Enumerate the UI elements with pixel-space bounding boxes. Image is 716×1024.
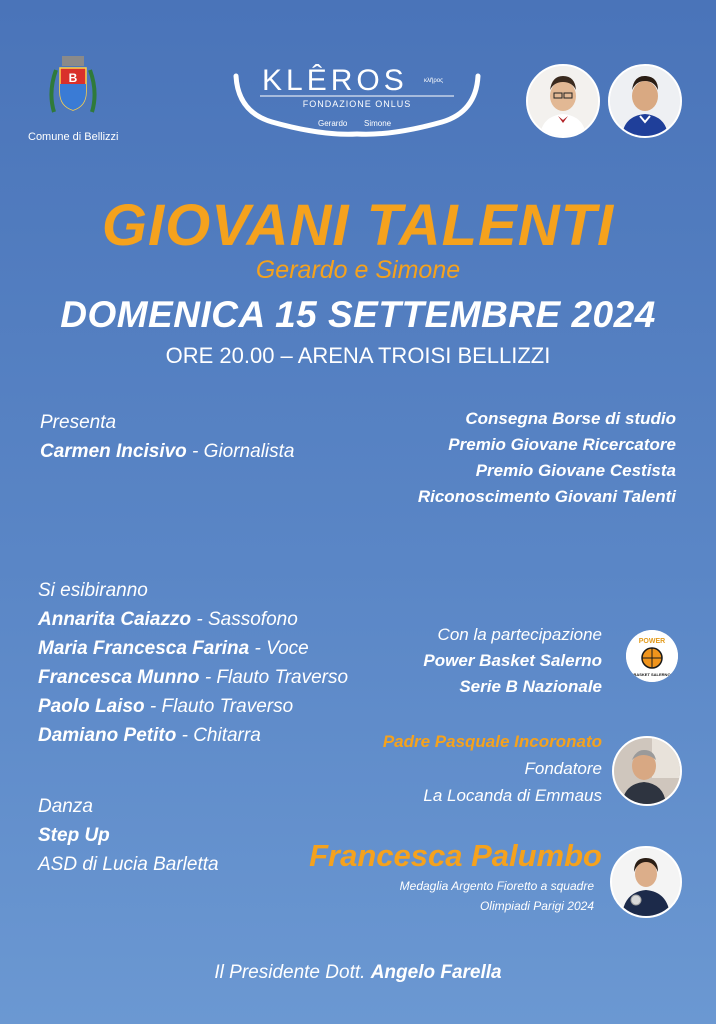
footer-president-name: Angelo Farella: [370, 962, 502, 983]
event-subtitle: Gerardo e Simone: [255, 256, 461, 284]
dance-label: Danza: [38, 796, 93, 817]
pbs-logo-text: POWER: [638, 638, 666, 645]
award-item: Premio Giovane Ricercatore: [448, 435, 676, 454]
award-item: Premio Giovane Cestista: [475, 461, 676, 480]
guest-palumbo-name: Francesca Palumbo: [309, 838, 602, 873]
dance-organization: ASD di Lucia Barletta: [38, 854, 219, 875]
guest-pasquale-name: Padre Pasquale Incoronato: [382, 732, 602, 751]
performer-role: - Sassofono: [191, 609, 298, 630]
comune-logo-block: [28, 52, 118, 143]
performer-item: [38, 605, 348, 634]
performer-item: [38, 663, 348, 692]
guest-palumbo-line2: Olimpiadi Parigi 2024: [479, 899, 594, 913]
partner-league: Serie B Nazionale: [459, 677, 602, 696]
pbs-logo-subtext: BASKET SALERNO: [633, 672, 671, 677]
person-portrait-icon: [614, 738, 680, 804]
guest-pasquale-org: La Locanda di Emmaus: [423, 786, 602, 805]
crest-letter: B: [68, 71, 78, 85]
guest-pasquale-role: Fondatore: [524, 759, 602, 778]
performer-name: Damiano Petito: [38, 725, 177, 746]
person-portrait-icon: [528, 66, 598, 136]
kleros-foundation-logo: [232, 60, 482, 140]
awards-list: [418, 406, 676, 510]
footer-president: [0, 962, 716, 984]
pasquale-photo: [612, 736, 682, 806]
comune-crest-icon: [46, 52, 100, 118]
performer-name: Paolo Laiso: [38, 696, 145, 717]
logo-brand: KLÊROS: [262, 64, 408, 97]
guest-pasquale-block: [383, 728, 602, 809]
partner-label: Con la partecipazione: [437, 625, 602, 644]
logo-name-left: Gerardo: [318, 119, 348, 128]
award-item: Consegna Borse di studio: [465, 409, 676, 428]
presenter-label: Presenta: [40, 412, 117, 433]
presenter-line: [40, 437, 294, 466]
comune-name: Comune di Bellizzi: [28, 131, 119, 143]
performer-role: - Flauto Traverso: [199, 667, 349, 688]
person-portrait-icon: [610, 66, 680, 136]
award-item: Riconoscimento Giovani Talenti: [417, 487, 676, 506]
performer-item: [38, 721, 348, 750]
performer-item: [38, 634, 348, 663]
dance-block: [38, 792, 219, 879]
guest-palumbo-description: [400, 876, 594, 916]
presenter-name: Carmen Incisivo: [40, 441, 187, 462]
partner-name: Power Basket Salerno: [423, 651, 602, 670]
logo-subtitle: FONDAZIONE ONLUS: [302, 99, 412, 109]
performers-label: Si esibiranno: [38, 580, 148, 601]
event-time-place: ORE 20.00 – ARENA TROISI BELLIZZI: [165, 343, 551, 368]
presenter-role: - Giornalista: [186, 441, 295, 462]
simone-photo: [608, 64, 682, 138]
logo-name-right: Simone: [364, 119, 392, 128]
dance-group-name: Step Up: [38, 825, 110, 846]
logo-brand-small: κλῆρος: [424, 78, 443, 84]
event-title: GIOVANI TALENTI: [101, 193, 615, 258]
person-portrait-icon: [612, 848, 680, 916]
partner-block: [423, 622, 602, 700]
gerardo-photo: [526, 64, 600, 138]
performer-role: - Chitarra: [176, 725, 261, 746]
presenter-block: [40, 408, 294, 466]
performers-block: [38, 576, 348, 750]
power-basket-salerno-logo: [626, 630, 678, 682]
palumbo-photo: [610, 846, 682, 918]
performer-role: - Flauto Traverso: [144, 696, 294, 717]
performer-name: Annarita Caiazzo: [38, 609, 192, 630]
guest-palumbo-line1: Medaglia Argento Fioretto a squadre: [399, 879, 594, 893]
performer-name: Francesca Munno: [38, 667, 200, 688]
performer-name: Maria Francesca Farina: [38, 638, 250, 659]
event-date: DOMENICA 15 SETTEMBRE 2024: [60, 294, 656, 335]
performer-item: [38, 692, 348, 721]
performer-role: - Voce: [249, 638, 309, 659]
footer-prefix: Il Presidente Dott.: [214, 962, 371, 983]
